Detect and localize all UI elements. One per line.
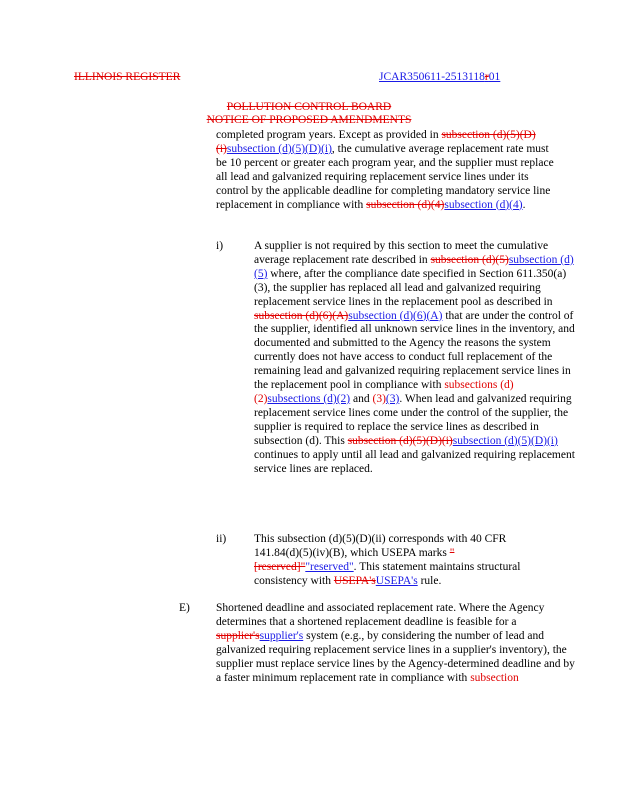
text: rule. <box>417 574 442 587</box>
text: completed program years. Except as provided in <box>216 129 442 141</box>
inserted-ref: subsection (d)(5) <box>254 253 574 280</box>
text: . <box>522 198 526 211</box>
register-title: ILLINOIS REGISTER <box>74 71 181 83</box>
deleted-ref: (3) <box>372 392 386 405</box>
text: . This statement maintains structural consistency with <box>254 560 521 587</box>
inserted-ref: (3) <box>385 392 400 405</box>
deleted-ref: subsection (d)(5)(D)(i) <box>216 129 536 155</box>
inserted-ref: "reserved" <box>305 560 354 573</box>
code-main: JCAR350611-2513118 <box>379 71 485 83</box>
text: where, after the compliance date specified in Section 611.350(a)(3), the supplier has replaced all lead and galvanized requiring replacement service lines in the replacement pool as described in <box>254 267 567 308</box>
deleted-ref: subsection (d)(6)(A) <box>254 309 349 322</box>
text: Shortened deadline and associated replacement rate. Where the Agency determines that a shortened replacement deadline is feasible for a <box>216 602 545 628</box>
code-deleted: r <box>484 71 489 83</box>
text: , the cumulative average replacement rate must be 10 percent or greater each program year, and the supplier must replace all lead and galvanized requiring replacement service lines under its control by the applicable deadline for completing mandatory service line replacement in compliance with <box>216 142 554 211</box>
text: and <box>350 392 373 405</box>
paragraph-E <box>216 602 582 685</box>
text: This subsection (d)(5)(D)(ii) corresponds with 40 CFR 141.84(d)(5)(iv)(B), which USEPA marks <box>254 533 507 559</box>
inserted-ref: subsection (d)(5)(D)(i) <box>452 434 558 447</box>
deleted-ref: USEPA's <box>333 574 376 587</box>
text: that are under the control of the supplier, identified all unknown service lines in the inventory, and documented and submitted to the Agency the reasons the system currently does not have access to conduct full replacement of the remaining lead and galvanized requiring replacement service lines in the replacement pool in compliance with <box>254 309 575 392</box>
text: A supplier is not required by this section to meet the cumulative average replacement rate described in <box>254 240 549 266</box>
notice-title: NOTICE OF PROPOSED AMENDMENTS <box>206 114 412 126</box>
red-ref: subsection <box>470 671 519 684</box>
inserted-ref: subsection (d)(5)(D)(i) <box>226 142 332 155</box>
deleted-ref: subsection (d)(5)(D)(i) <box>347 434 453 447</box>
item-label-E: E) <box>179 602 190 614</box>
deleted-ref: supplier's <box>216 629 260 642</box>
item-label-i: i) <box>216 240 224 252</box>
deleted-ref: subsections (d)(2) <box>254 379 514 405</box>
document-code <box>379 71 500 83</box>
deleted-ref: "[reserved]" <box>254 546 455 573</box>
inserted-ref: subsections (d)(2) <box>267 392 351 405</box>
agency-name: POLLUTION CONTROL BOARD <box>226 101 392 113</box>
code-inserted: 01 <box>488 71 501 83</box>
deleted-ref: subsection (d)(5) <box>430 253 509 266</box>
inserted-ref: subsection (d)(4) <box>444 198 523 211</box>
item-label-ii: ii) <box>216 533 227 545</box>
deleted-ref: subsection (d)(4) <box>366 198 445 211</box>
text: . When lead and galvanized requiring replacement service lines come under the control of the supplier, the supplier is required to replace the service lines as described in subsection (d). This <box>254 392 572 447</box>
paragraph-ii <box>254 533 554 589</box>
inserted-ref: supplier's <box>259 629 304 642</box>
text: system (e.g., by considering the number of lead and galvanized requiring replacement service lines in a supplier's inventory), the supplier must replace service lines by the Agency-determined deadline and by a faster minimum replacement rate in compliance with <box>216 629 575 684</box>
text: continues to apply until all lead and galvanized requiring replacement service lines are replaced. <box>254 448 575 475</box>
paragraph-i <box>254 240 578 476</box>
inserted-ref: USEPA's <box>375 574 418 587</box>
inserted-ref: subsection (d)(6)(A) <box>348 309 443 322</box>
paragraph-main <box>216 129 556 212</box>
